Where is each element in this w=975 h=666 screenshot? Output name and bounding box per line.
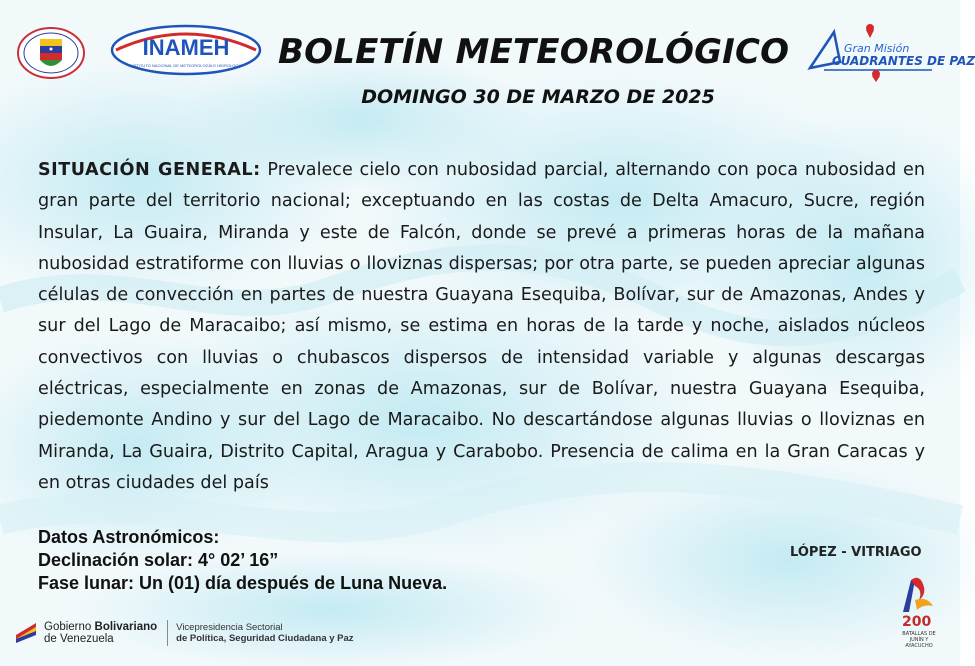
- page-title: BOLETÍN METEOROLÓGICO: [278, 32, 790, 72]
- venezuela-flag-icon: [14, 625, 38, 641]
- astro-heading: Datos Astronómicos:: [38, 527, 220, 547]
- vice-line2: de Política, Seguridad Ciudadana y Paz: [176, 633, 354, 644]
- astronomical-data: [38, 526, 447, 595]
- inameh-logo-icon: [110, 24, 262, 76]
- footer-divider: [167, 620, 168, 646]
- torch-icon: [893, 576, 943, 616]
- vicepresidencia-text: [176, 622, 353, 644]
- emblem-number: 200: [902, 614, 932, 630]
- footer-government: [14, 620, 354, 646]
- inameh-logo-subtext: INSTITUTO NACIONAL DE METEOROLOGÍA E HIDROLOGÍA: [129, 63, 243, 68]
- venezuela-seal-icon: [16, 26, 86, 80]
- moon-phase: Fase lunar: Un (01) día después de Luna Nueva.: [38, 573, 448, 593]
- mision-cuadrantes-logo: [804, 22, 975, 82]
- inameh-logo-text: INAMEH: [142, 35, 230, 60]
- gob-line1-a: Gobierno: [44, 621, 95, 633]
- mision-big-text: CUADRANTES DE PAZ: [832, 54, 975, 68]
- emblem-caption: BATALLAS DE JUNÍN Y AYACUCHO: [902, 631, 936, 649]
- situation-paragraph: [38, 155, 925, 499]
- header: [0, 0, 975, 120]
- gobierno-text: [44, 621, 157, 645]
- mision-small-text: Gran Misión: [844, 42, 910, 55]
- gob-line1-b: Bolivariano: [94, 621, 158, 633]
- situation-text: Prevalece cielo con nubosidad parcial, alternando con poca nubosidad en gran parte del territorio nacional; exceptuando en las costas de Delta Amacuro, Sucre, región Insular, La Guaira, Miranda y este de Falcón, donde se prevé a primeras horas de la mañana nubosidad estratiforme con lluvias o lloviznas dispersas; por otra parte, se pueden apreciar algunas células de convección en partes de nuestra Guayana Esequiba, Bolívar, sur de Amazonas, Andes y sur del Lago de Maracaibo; así mismo, se estima en horas de la tarde y noche, aislados núcleos convectivos con lluvias o chubascos dispersos de intensidad variable y algunas descargas eléctricas, especialmente en zonas de Amazonas, sur de Bolívar, nuestra Guayana Esequiba, piedemonte Andino y sur del Lago de Maracaibo. No descartándose algunas lluvias o lloviznas en Miranda, La Guaira, Distrito Capital, Aragua y Carabobo. Presencia de calima en la Gran Caracas y en otras ciudades del país: [38, 160, 925, 493]
- situation-heading: SITUACIÓN GENERAL:: [38, 160, 261, 180]
- gob-line2: de Venezuela: [44, 633, 114, 645]
- bulletin-date: DOMINGO 30 DE MARZO DE 2025: [361, 86, 715, 108]
- solar-declination: Declinación solar: 4° 02’ 16”: [38, 550, 279, 570]
- bicentenary-emblem: [893, 576, 943, 649]
- vice-line1: Vicepresidencia Sectorial: [176, 622, 283, 633]
- authors-signature: LÓPEZ - VITRIAGO: [790, 545, 922, 560]
